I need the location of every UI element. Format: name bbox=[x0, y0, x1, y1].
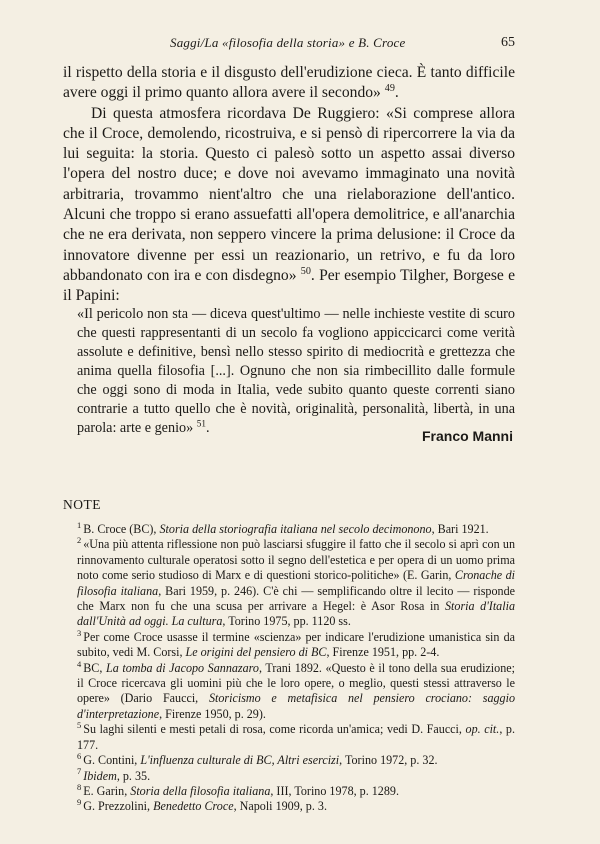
footnote-title: Cronache di filosofia italiana bbox=[77, 568, 515, 598]
footnote-text: , p. 35. bbox=[116, 768, 151, 783]
footnote-text: , Napoli 1909, p. 3. bbox=[233, 799, 327, 814]
footnote-number: 4 bbox=[77, 658, 82, 669]
footnote-text: , Bari 1959, p. 246). C'è chi — semplificando oltre il lecito — risponde che Marx non fu che una scusa per arrivare a Hegel: è Asor Rosa in bbox=[77, 583, 515, 614]
footnote-number: 3 bbox=[77, 627, 82, 638]
paragraph-text: Di questa atmosfera ricordava De Ruggiero: «Si comprese allora che il Croce, demolendo, ricostruiva, e si pensò di ripercorrere la via da lui seguita: la storia. Questo ci palesò sotto un aspetto assai diverso l'opera del nostro duce; e dove noi avevamo immaginato una novità arbitraria, trovammo nient'altro che una rielaborazione dell'antico. Alcuni che troppo si erano assuefatti all'opera demolitrice, e all'anarchia che ne era derivata, non seppero vincere la prima delusione: il Croce da innovatore divenne per essi un reazionario, un retrivo, e fu da loro abbandonato con ira e con disdegno» bbox=[63, 104, 515, 284]
footnote-text: , Firenze 1951, pp. 2-4. bbox=[326, 645, 440, 660]
footnote bbox=[77, 781, 515, 799]
paragraph-end: . Per esempio Tilgher, Borgese e il Papini: bbox=[63, 266, 515, 305]
paragraph-text: il rispetto della storia e il disgusto dell'erudizione cieca. È tanto difficile avere oggi il primo quanto allora avere il secondo» bbox=[63, 64, 515, 102]
footnote bbox=[77, 722, 515, 753]
footnote bbox=[77, 627, 515, 661]
footnote-title: op. cit. bbox=[465, 722, 500, 737]
running-head bbox=[170, 35, 515, 51]
footnote-text: , III, Torino 1978, p. 1289. bbox=[270, 783, 399, 798]
footnote-number: 9 bbox=[77, 797, 82, 808]
footnote-text: , Torino 1975, pp. 1120 ss. bbox=[222, 614, 351, 629]
notes-heading: NOTE bbox=[63, 497, 101, 512]
author-signature: Franco Manni bbox=[421, 428, 513, 444]
footnote-text: , p. 177. bbox=[77, 722, 515, 752]
footnote bbox=[77, 519, 515, 537]
footnote-text: BC, bbox=[83, 660, 106, 675]
footnote-title: Storia della filosofia italiana bbox=[130, 783, 271, 798]
footnote-ref: 51 bbox=[196, 418, 206, 429]
quote-end: . bbox=[205, 420, 210, 436]
footnote-title: Benedetto Croce bbox=[153, 799, 234, 814]
footnote-number: 1 bbox=[77, 519, 82, 530]
footnote-text: B. Croce (BC), bbox=[83, 522, 160, 536]
main-text bbox=[63, 63, 515, 307]
footnote-title: L'influenza culturale di BC, Altri esercizi bbox=[140, 753, 340, 768]
footnote-text: «Una più attenta riflessione non può lasciarsi sfuggire il fatto che il secolo si aprì con un rinnovamento culturale operatosi sotto il segno dell'estetica e per opera di un uomo prima noto come serio studioso di Marx e di questioni storico-politiche» (E. Garin, bbox=[77, 537, 515, 583]
footnote-title: Le origini del pensiero di BC bbox=[185, 645, 327, 660]
footnote bbox=[77, 658, 516, 723]
paragraph bbox=[63, 63, 515, 104]
footnote-title: Storicismo e metafisica nel pensiero crociano: saggio d'interpretazione bbox=[77, 691, 516, 721]
footnote-text: G. Prezzolini, bbox=[83, 799, 154, 814]
footnote-text: E. Garin, bbox=[83, 783, 131, 798]
footnote bbox=[77, 766, 515, 784]
paragraph-end: . bbox=[394, 84, 399, 102]
footnote-text: Su laghi silenti e mesti petali di rosa, come ricorda un'amica; vedi D. Faucci, bbox=[83, 722, 466, 737]
footnote-number: 2 bbox=[77, 535, 82, 546]
footnote-ref: 49 bbox=[384, 83, 395, 95]
footnote bbox=[77, 753, 515, 768]
footnote bbox=[77, 537, 515, 629]
footnote-text: G. Contini, bbox=[83, 753, 141, 768]
running-title: Saggi/La «filosofia della storia» e B. Croce bbox=[170, 35, 406, 50]
block-quote bbox=[77, 305, 515, 438]
footnote-title: Ibidem bbox=[83, 768, 117, 783]
quote-text: «Il pericolo non sta — diceva quest'ultimo — nelle inchieste vestite di scuro che questi rappresentanti di un secolo fa vogliono appiccicarci come verità assolute e definitive, bensì nello stesso spirito di mediocrità e grettezza che anima quella filosofia [...]. Ognuno che non sia rimbecillito dalle formule che oggi sono di moda in Italia, vede subito quanto queste correnti siano contrarie a tutto quello che è novità, originalità, personalità, libertà, in una parola: arte e genio» bbox=[77, 306, 515, 436]
paragraph bbox=[63, 104, 515, 307]
footnote-title: La tomba di Jacopo Sannazaro bbox=[105, 660, 259, 675]
footnote-text: , Firenze 1950, p. 29). bbox=[159, 706, 266, 721]
notes-list bbox=[77, 519, 516, 815]
page-number: 65 bbox=[501, 35, 515, 50]
footnote-text: , Torino 1972, p. 32. bbox=[339, 753, 438, 768]
footnote-number: 7 bbox=[77, 766, 82, 777]
footnote-text: Per come Croce usasse il termine «scienza» per indicare l'erudizione umanistica sin da subito, vedi M. Corsi, bbox=[77, 629, 515, 660]
footnote-number: 6 bbox=[77, 751, 82, 762]
footnote-number: 5 bbox=[77, 720, 82, 731]
footnote-text: , Bari 1921. bbox=[431, 522, 489, 536]
footnote-title: Storia d'Italia dall'Unità ad oggi. La cultura bbox=[77, 599, 515, 629]
footnote-title: Storia della storiografia italiana nel secolo decimonono bbox=[159, 522, 432, 536]
footnote-number: 8 bbox=[77, 781, 82, 792]
footnote bbox=[77, 799, 515, 814]
footnote-text: , Trani 1892. «Questo è il tono della sua erudizione; il Croce ricercava gli uomini più che le loro opere, o meglio, questi stessi attraverso le opere» (Dario Faucci, bbox=[77, 660, 515, 706]
footnote-ref: 50 bbox=[300, 265, 311, 277]
